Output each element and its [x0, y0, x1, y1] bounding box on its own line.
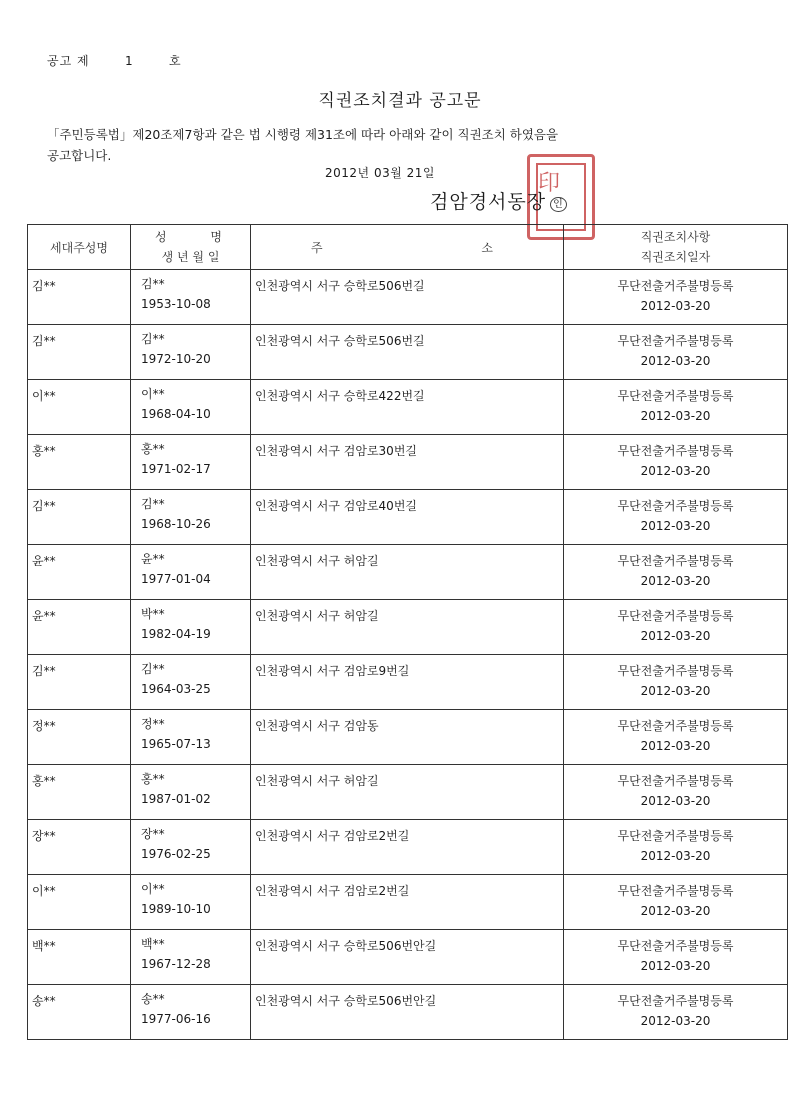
notice-suffix: 호 — [169, 54, 182, 68]
cell-householder — [28, 270, 131, 325]
seal-text: 印 — [538, 171, 561, 196]
resident-name: 김** — [141, 497, 165, 511]
header-action-bottom: 직권조치일자 — [640, 250, 711, 264]
header-address-a: 주 — [311, 240, 323, 255]
header-address-b: 소 — [481, 240, 493, 255]
address: 인천광역시 서구 허암길 — [255, 554, 379, 568]
action-type: 무단전출거주불명등록 — [617, 499, 734, 513]
resident-name: 김** — [141, 277, 165, 291]
cell-name-birth — [131, 545, 251, 600]
householder-name: 김** — [32, 279, 56, 293]
table-row — [28, 435, 788, 490]
table-row — [28, 380, 788, 435]
birth-date: 1964-03-25 — [141, 682, 211, 696]
cell-householder — [28, 435, 131, 490]
resident-name: 정** — [141, 717, 165, 731]
birth-date: 1977-06-16 — [141, 1012, 211, 1026]
table-row — [28, 490, 788, 545]
table-row — [28, 710, 788, 765]
birth-date: 1987-01-02 — [141, 792, 211, 806]
cell-action — [564, 545, 788, 600]
action-date: 2012-03-20 — [640, 794, 711, 808]
birth-date: 1953-10-08 — [141, 297, 211, 311]
action-type: 무단전출거주불명등록 — [617, 664, 734, 678]
action-date: 2012-03-20 — [640, 574, 711, 588]
cell-action — [564, 820, 788, 875]
cell-address — [251, 325, 564, 380]
table-row — [28, 875, 788, 930]
householder-name: 윤** — [32, 609, 56, 623]
notice-label: 공고 제 — [47, 54, 90, 68]
cell-address — [251, 930, 564, 985]
address: 인천광역시 서구 검암동 — [255, 719, 379, 733]
cell-action — [564, 600, 788, 655]
address: 인천광역시 서구 검암로2번길 — [255, 829, 410, 843]
householder-name: 김** — [32, 334, 56, 348]
cell-address — [251, 985, 564, 1040]
table-row — [28, 765, 788, 820]
resident-name: 김** — [141, 662, 165, 676]
cell-name-birth — [131, 435, 251, 490]
householder-name: 이** — [32, 389, 56, 403]
table-body — [28, 270, 788, 1040]
action-date: 2012-03-20 — [640, 409, 711, 423]
cell-name-birth — [131, 655, 251, 710]
cell-householder — [28, 710, 131, 765]
householder-name: 윤** — [32, 554, 56, 568]
cell-address — [251, 875, 564, 930]
table-row — [28, 325, 788, 380]
cell-householder — [28, 490, 131, 545]
action-type: 무단전출거주불명등록 — [617, 994, 734, 1008]
cell-address — [251, 710, 564, 765]
cell-action — [564, 270, 788, 325]
cell-name-birth — [131, 270, 251, 325]
address: 인천광역시 서구 검암로30번길 — [255, 444, 418, 458]
table-header-row — [28, 225, 788, 270]
birth-date: 1971-02-17 — [141, 462, 211, 476]
address: 인천광역시 서구 검암로9번길 — [255, 664, 410, 678]
action-type: 무단전출거주불명등록 — [617, 389, 734, 403]
table-row — [28, 985, 788, 1040]
header-action-top: 직권조치사항 — [640, 230, 711, 244]
address: 인천광역시 서구 승학로506번길 — [255, 334, 425, 348]
resident-name: 홍** — [141, 442, 165, 456]
resident-name: 윤** — [141, 552, 165, 566]
cell-householder — [28, 325, 131, 380]
action-date: 2012-03-20 — [640, 519, 711, 533]
action-date: 2012-03-20 — [640, 354, 711, 368]
signer — [430, 187, 567, 214]
householder-name: 이** — [32, 884, 56, 898]
cell-householder — [28, 875, 131, 930]
action-type: 무단전출거주불명등록 — [617, 884, 734, 898]
cell-action — [564, 655, 788, 710]
body-line-1: 「주민등록법」제20조제7항과 같은 법 시행령 제31조에 따라 아래와 같이 직권조치 하였음을 — [47, 127, 559, 142]
address: 인천광역시 서구 승학로422번길 — [255, 389, 425, 403]
birth-date: 1976-02-25 — [141, 847, 211, 861]
cell-name-birth — [131, 710, 251, 765]
header-name-birth — [131, 225, 251, 270]
cell-name-birth — [131, 985, 251, 1040]
resident-name: 홍** — [141, 772, 165, 786]
address: 인천광역시 서구 검암로40번길 — [255, 499, 418, 513]
cell-householder — [28, 985, 131, 1040]
action-date: 2012-03-20 — [640, 1014, 711, 1028]
householder-name: 송** — [32, 994, 56, 1008]
action-date: 2012-03-20 — [640, 849, 711, 863]
address: 인천광역시 서구 검암로2번길 — [255, 884, 410, 898]
header-action — [564, 225, 788, 270]
cell-action — [564, 985, 788, 1040]
action-type: 무단전출거주불명등록 — [617, 609, 734, 623]
records-table — [27, 224, 788, 1040]
action-date: 2012-03-20 — [640, 629, 711, 643]
action-type: 무단전출거주불명등록 — [617, 829, 734, 843]
cell-name-birth — [131, 490, 251, 545]
action-type: 무단전출거주불명등록 — [617, 939, 734, 953]
cell-householder — [28, 765, 131, 820]
cell-address — [251, 270, 564, 325]
action-type: 무단전출거주불명등록 — [617, 279, 734, 293]
signer-seal-mark: 인 — [550, 197, 567, 212]
birth-date: 1982-04-19 — [141, 627, 211, 641]
birth-date: 1968-10-26 — [141, 517, 211, 531]
cell-householder — [28, 545, 131, 600]
cell-name-birth — [131, 600, 251, 655]
cell-householder — [28, 655, 131, 710]
resident-name: 송** — [141, 992, 165, 1006]
resident-name: 장** — [141, 827, 165, 841]
action-type: 무단전출거주불명등록 — [617, 554, 734, 568]
householder-name: 홍** — [32, 774, 56, 788]
cell-name-birth — [131, 380, 251, 435]
resident-name: 박** — [141, 607, 165, 621]
notice-date: 2012년 03월 21일 — [325, 166, 435, 180]
resident-name: 이** — [141, 387, 165, 401]
cell-action — [564, 875, 788, 930]
address: 인천광역시 서구 승학로506번안길 — [255, 994, 437, 1008]
address: 인천광역시 서구 허암길 — [255, 774, 379, 788]
resident-name: 이** — [141, 882, 165, 896]
table-row — [28, 655, 788, 710]
table-row — [28, 545, 788, 600]
table-row — [28, 270, 788, 325]
cell-address — [251, 545, 564, 600]
action-date: 2012-03-20 — [640, 959, 711, 973]
header-name-a: 성 — [155, 230, 167, 244]
action-type: 무단전출거주불명등록 — [617, 774, 734, 788]
cell-name-birth — [131, 765, 251, 820]
header-name-b: 명 — [210, 230, 222, 244]
notice-number-value: 1 — [125, 54, 134, 68]
cell-address — [251, 380, 564, 435]
header-birth: 생 년 월 일 — [161, 250, 220, 264]
cell-name-birth — [131, 820, 251, 875]
table-row — [28, 820, 788, 875]
address: 인천광역시 서구 승학로506번안길 — [255, 939, 437, 953]
signer-name: 검암경서동장 — [430, 191, 547, 213]
cell-action — [564, 325, 788, 380]
cell-householder — [28, 930, 131, 985]
householder-name: 장** — [32, 829, 56, 843]
cell-householder — [28, 380, 131, 435]
householder-name: 홍** — [32, 444, 56, 458]
householder-name: 김** — [32, 664, 56, 678]
action-date: 2012-03-20 — [640, 739, 711, 753]
action-type: 무단전출거주불명등록 — [617, 719, 734, 733]
header-householder: 세대주성명 — [28, 225, 131, 270]
cell-address — [251, 765, 564, 820]
table-row — [28, 930, 788, 985]
action-date: 2012-03-20 — [640, 904, 711, 918]
document-title: 직권조치결과 공고문 — [318, 91, 482, 111]
cell-action — [564, 380, 788, 435]
cell-action — [564, 930, 788, 985]
birth-date: 1977-01-04 — [141, 572, 211, 586]
birth-date: 1972-10-20 — [141, 352, 211, 366]
action-type: 무단전출거주불명등록 — [617, 334, 734, 348]
cell-name-birth — [131, 930, 251, 985]
resident-name: 백** — [141, 937, 165, 951]
notice-number — [47, 52, 182, 69]
body-line-2: 공고합니다. — [47, 148, 112, 163]
address: 인천광역시 서구 허암길 — [255, 609, 379, 623]
birth-date: 1967-12-28 — [141, 957, 211, 971]
cell-address — [251, 435, 564, 490]
cell-householder — [28, 600, 131, 655]
cell-householder — [28, 820, 131, 875]
cell-address — [251, 655, 564, 710]
householder-name: 정** — [32, 719, 56, 733]
cell-name-birth — [131, 875, 251, 930]
header-address — [251, 225, 564, 270]
householder-name: 김** — [32, 499, 56, 513]
birth-date: 1989-10-10 — [141, 902, 211, 916]
householder-name: 백** — [32, 939, 56, 953]
resident-name: 김** — [141, 332, 165, 346]
cell-name-birth — [131, 325, 251, 380]
cell-action — [564, 710, 788, 765]
cell-action — [564, 765, 788, 820]
address: 인천광역시 서구 승학로506번길 — [255, 279, 425, 293]
action-date: 2012-03-20 — [640, 464, 711, 478]
birth-date: 1965-07-13 — [141, 737, 211, 751]
cell-action — [564, 435, 788, 490]
cell-address — [251, 490, 564, 545]
action-date: 2012-03-20 — [640, 299, 711, 313]
action-type: 무단전출거주불명등록 — [617, 444, 734, 458]
cell-address — [251, 600, 564, 655]
action-date: 2012-03-20 — [640, 684, 711, 698]
birth-date: 1968-04-10 — [141, 407, 211, 421]
cell-address — [251, 820, 564, 875]
table-row — [28, 600, 788, 655]
cell-action — [564, 490, 788, 545]
